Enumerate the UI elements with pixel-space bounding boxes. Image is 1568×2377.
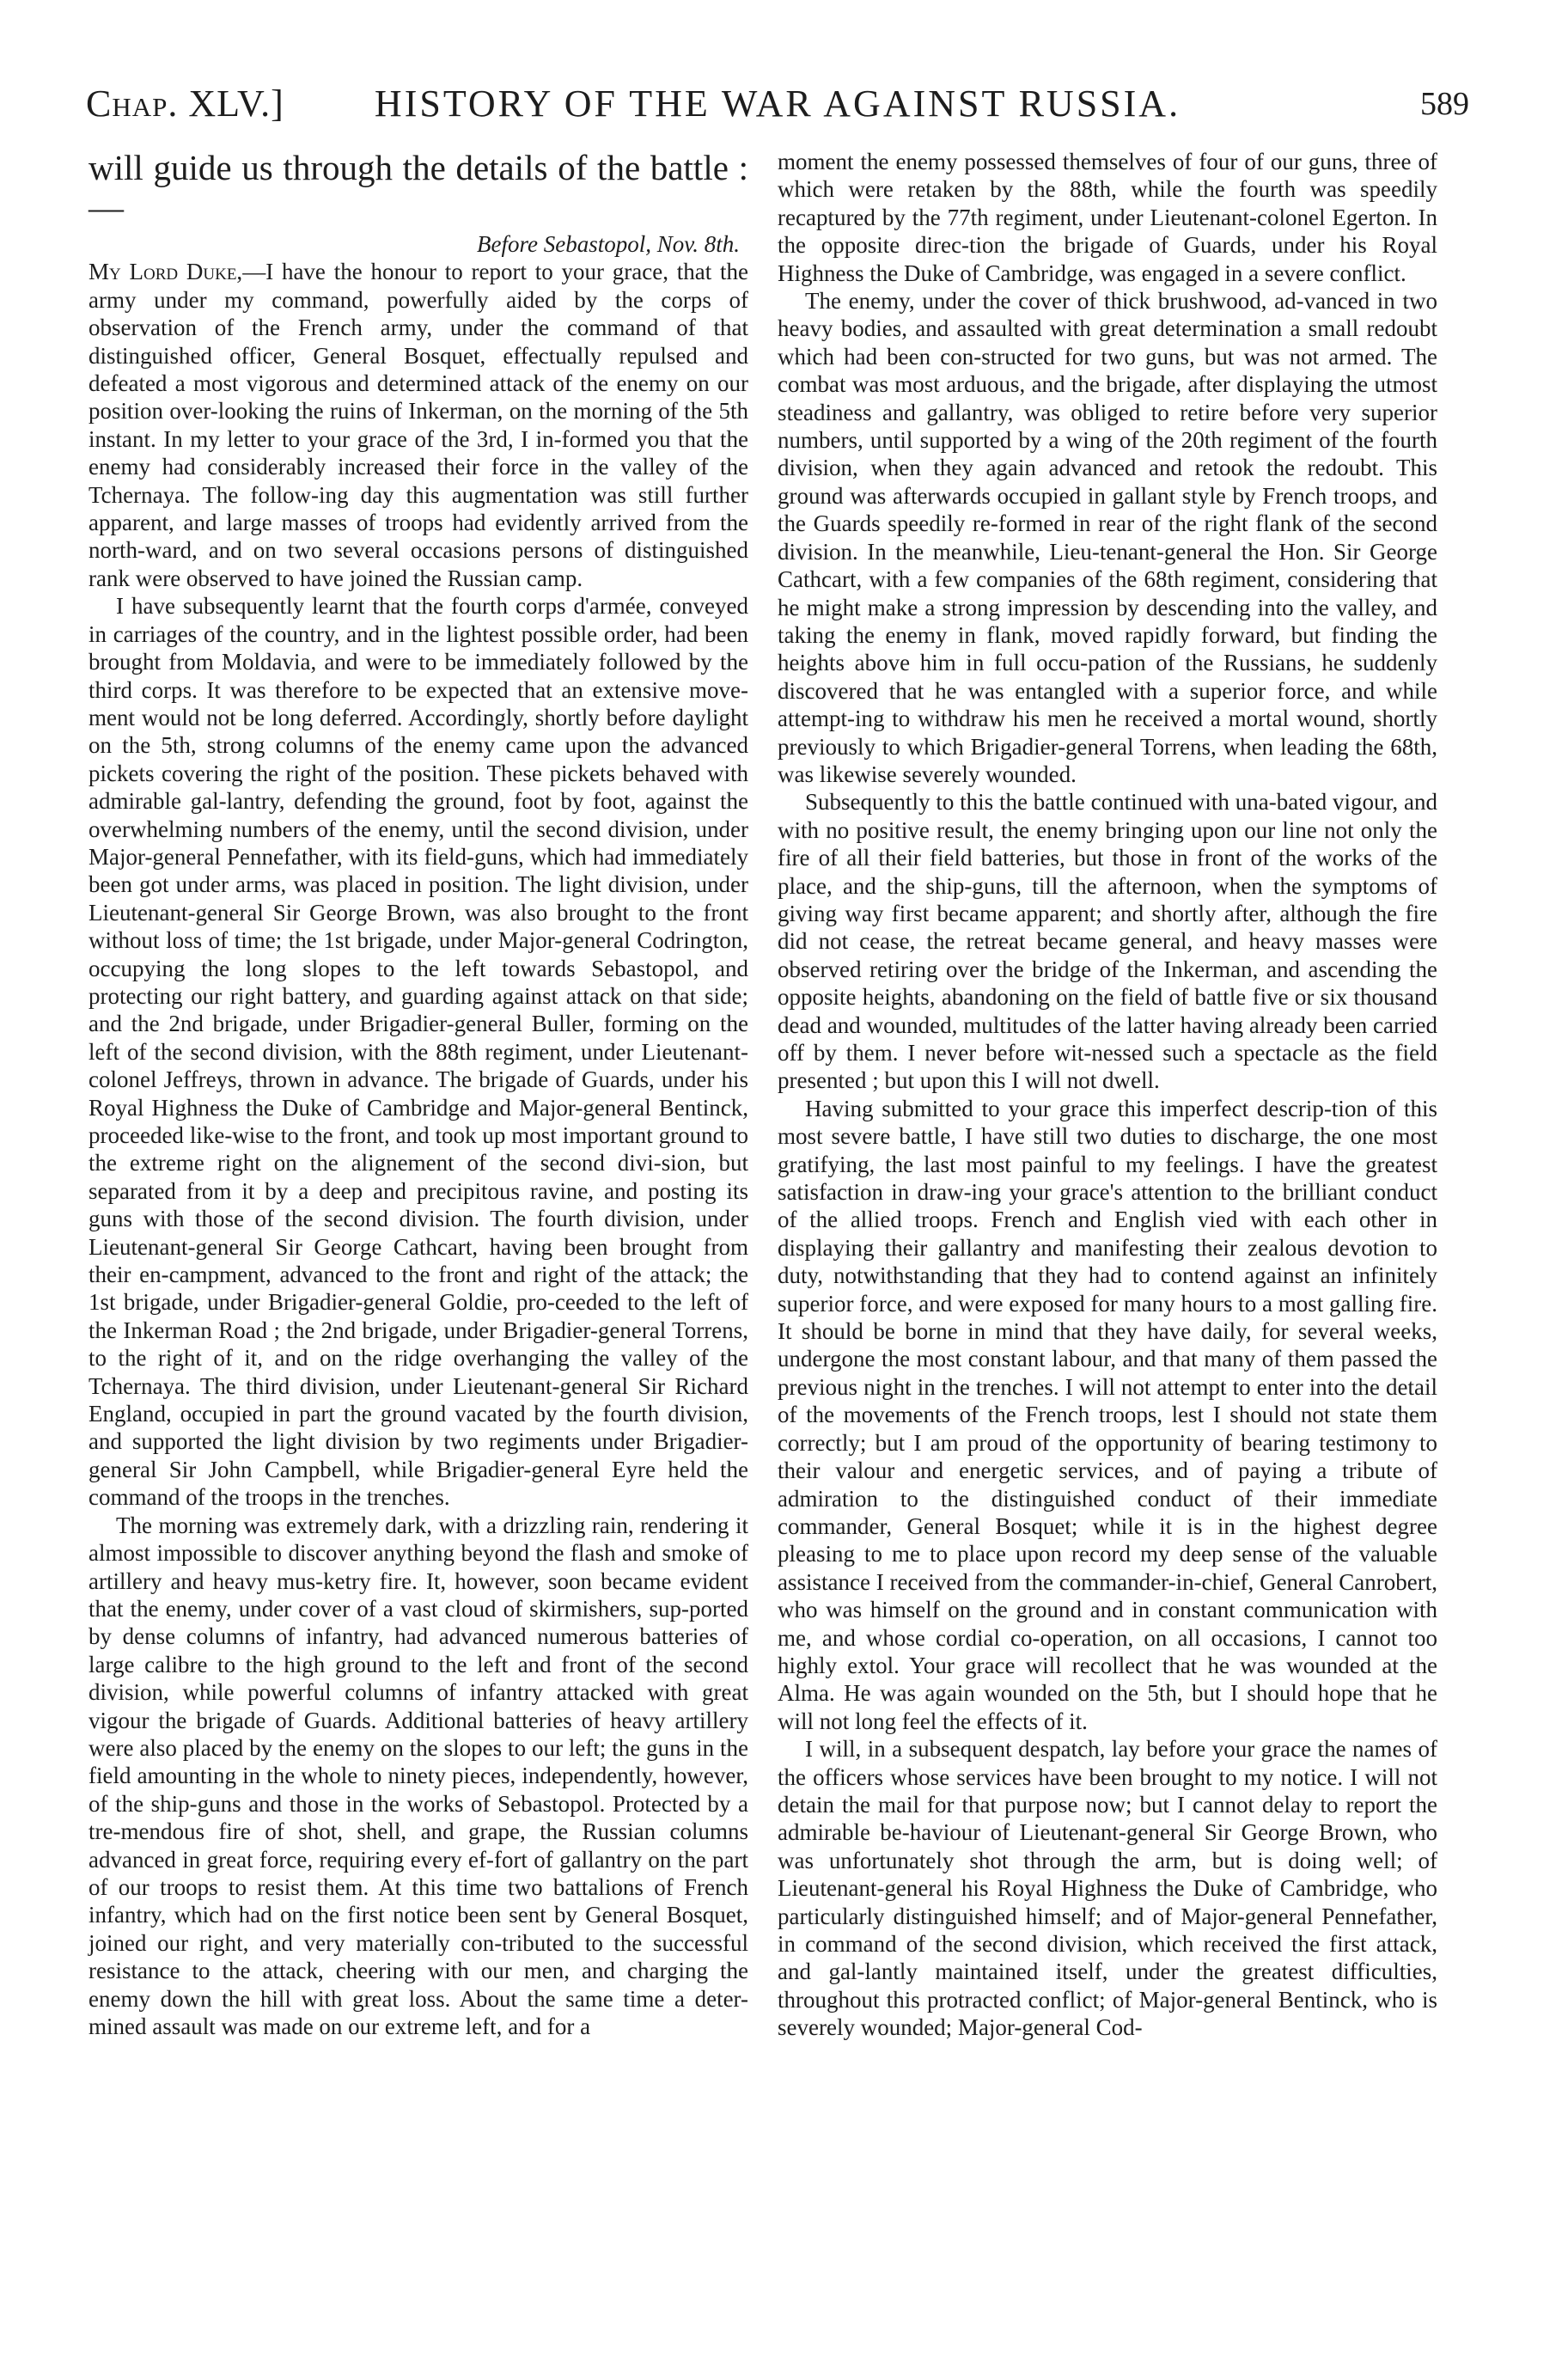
letter-salutation: My Lord Duke,	[88, 259, 243, 285]
left-column	[88, 148, 748, 2040]
running-header	[86, 82, 1469, 133]
chapter-label: Chap. XLV.]	[86, 82, 284, 125]
right-column	[778, 148, 1437, 2042]
running-title: HISTORY OF THE WAR AGAINST RUSSIA.	[374, 82, 1181, 125]
letter-paragraph-1-body: —I have the honour to report to your grace, that the army under my command, powerfully aided by the corps of observation of the French army, under the command of that distinguished officer, General Bosquet, effectually repulsed and defeated a most vigorous and determined attack of the enemy on our position over-looking the ruins of Inkerman, on the morning of the 5th instant. In my letter to your grace of the 3rd, I in-formed you that the enemy had considerably increased their force in the valley of the Tchernaya. The follow-ing day this augmentation was still further apparent, and large masses of troops had evidently arrived from the north-ward, and on two several occasions persons of distinguished rank were observed to have joined the Russian camp.	[88, 259, 748, 591]
letter-paragraph-5: Subsequently to this the battle continued with una-bated vigour, and with no positive result, the enemy bringing upon our line not only the fire of all their field batteries, but those in front of the works of the place, and the ship-guns, till the afternoon, when the symptoms of giving way first became apparent; and shortly after, although the fire did not cease, the retreat became general, and heavy masses were observed retiring over the bridge of the Inkerman, and ascending the opposite heights, abandoning on the field of battle five or six thousand dead and wounded, multitudes of the latter having already been carried off by them. I never before wit-nessed such a spectacle as the field presented ; but upon this I will not dwell.	[778, 789, 1437, 1094]
letter-paragraph-3: The morning was extremely dark, with a drizzling rain, rendering it almost impossible to discover anything beyond the flash and smoke of artillery and heavy mus-ketry fire. It, however, soon became evident that the enemy, under cover of a vast cloud of skirmishers, sup-ported by dense columns of infantry, had advanced numerous batteries of large calibre to the high ground to the left and front of the second division, while powerful columns of infantry attacked with great vigour the brigade of Guards. Additional batteries of heavy artillery were also placed by the enemy on the slopes to our left; the guns in the field amounting in the whole to ninety pieces, independently, however, of the ship-guns and those in the works of Sebastopol. Protected by a tre-mendous fire of shot, shell, and grape, the Russian columns advanced in great force, requiring every ef-fort of gallantry on the part of our troops to resist them. At this time two battalions of French infantry, which had on the first notice been sent by General Bosquet, joined our right, and very materially con-tributed to the successful resistance to the attack, cheering with our men, and charging the enemy down the hill with great loss. About the same time a deter-mined assault was made on our extreme left, and for a	[88, 1512, 748, 2039]
page-number: 589	[1420, 86, 1469, 122]
letter-dateline: Before Sebastopol, Nov. 8th.	[477, 231, 740, 257]
letter-paragraph-4: The enemy, under the cover of thick brushwood, ad-vanced in two heavy bodies, and assaulted with great determination a small redoubt which had been con-structed for two guns, but was not armed. The combat was most arduous, and the brigade, after displaying the utmost steadiness and gallantry, was obliged to retire before very superior numbers, until supported by a wing of the 20th regiment of the fourth division, when they again advanced and retook the redoubt. This ground was afterwards occupied in gallant style by French troops, and the Guards speedily re-formed in rear of the right flank of the second division. In the meanwhile, Lieu-tenant-general the Hon. Sir George Cathcart, with a few companies of the 68th regiment, considering that he might make a strong impression by descending into the valley, and taking the enemy in flank, moved rapidly forward, but finding the heights above him in full occu-pation of the Russians, he suddenly discovered that he was entangled with a superior force, and while attempt-ing to withdraw his men he received a mortal wound, shortly previously to which Brigadier-general Torrens, when leading the 68th, was likewise severely wounded.	[778, 288, 1437, 787]
letter-paragraph-continued: moment the enemy possessed themselves of four of our guns, three of which were retaken by the 88th, while the fourth was speedily recaptured by the 77th regiment, under Lieutenant-colonel Egerton. In the opposite direc-tion the brigade of Guards, under his Royal Highness the Duke of Cambridge, was engaged in a severe conflict.	[778, 149, 1437, 286]
letter-paragraph-6: Having submitted to your grace this imperfect descrip-tion of this most severe battle, I have still two duties to discharge, the one most gratifying, the last most painful to my feelings. I have the greatest satisfaction in draw-ing your grace's attention to the brilliant conduct of the allied troops. French and English vied with each other in displaying their gallantry and manifesting their zealous devotion to duty, notwithstanding that they had to contend against an infinitely superior force, and were exposed for many hours to a most galling fire. It should be borne in mind that they have daily, for several weeks, undergone the most constant labour, and that many of them passed the previous night in the trenches. I will not attempt to enter into the detail of the movements of the French troops, lest I should not state them correctly; but I am proud of the opportunity of bearing testimony to their valour and energetic services, and of paying a tribute of admiration to the distinguished conduct of their immediate commander, General Bosquet; while it is in the highest degree pleasing to me to place upon record my deep sense of the valuable assistance I received from the commander-in-chief, General Canrobert, who was himself on the ground and in constant communication with me, and whose cordial co-operation, on all occasions, I cannot too highly extol. Your grace will recollect that he was wounded at the Alma. He was again wounded on the 5th, but I should hope that he will not long feel the effects of it.	[778, 1095, 1437, 1734]
lead-text: will guide us through the details of the battle : —	[88, 148, 748, 227]
letter-paragraph-1	[88, 258, 748, 592]
letter-paragraph-2: I have subsequently learnt that the fourth corps d'armée, conveyed in carriages of the country, and in the lightest possible order, had been brought from Moldavia, and were to be immediately followed by the third corps. It was therefore to be expected that an extensive move-ment would not be long deferred. Accordingly, shortly before daylight on the 5th, strong columns of the enemy came upon the advanced pickets covering the right of the position. These pickets behaved with admirable gal-lantry, defending the ground, foot by foot, against the overwhelming numbers of the enemy, until the second division, under Major-general Pennefather, with its field-guns, which had immediately been got under arms, was placed in position. The light division, under Lieutenant-general Sir George Brown, was also brought to the front without loss of time; the 1st brigade, under Major-general Codrington, occupying the long slopes to the left towards Sebastopol, and protecting our right battery, and guarding against attack on that side; and the 2nd brigade, under Brigadier-general Buller, forming on the left of the second division, with the 88th regiment, under Lieutenant-colonel Jeffreys, thrown in advance. The brigade of Guards, under his Royal Highness the Duke of Cambridge and Major-general Bentinck, proceeded like-wise to the front, and took up most important ground to the extreme right on the alignement of the second divi-sion, but separated from it by a deep and precipitous ravine, and posting its guns with those of the second division. The fourth division, under Lieutenant-general Sir George Cathcart, having been brought from their en-campment, advanced to the front and right of the attack; the 1st brigade, under Brigadier-general Goldie, pro-ceeded to the left of the Inkerman Road ; the 2nd brigade, under Brigadier-general Torrens, to the right of it, and on the ridge overhanging the valley of the Tchernaya. The third division, under Lieutenant-general Sir Richard England, occupied in part the ground vacated by the fourth division, and supported the light division by two regiments under Brigadier-general Sir John Campbell, while Brigadier-general Eyre held the command of the troops in the trenches.	[88, 593, 748, 1511]
letter-paragraph-7: I will, in a subsequent despatch, lay before your grace the names of the officers whose services have been brought to my notice. I will not detain the mail for that purpose now; but I cannot delay to report the admirable be-haviour of Lieutenant-general Sir George Brown, who was unfortunately shot through the arm, but is doing well; of Lieutenant-general his Royal Highness the Duke of Cambridge, who particularly distinguished himself; and of Major-general Pennefather, in command of the second division, which received the first attack, and gal-lantly maintained itself, under the greatest difficulties, throughout this protracted conflict; of Major-general Bentinck, who is severely wounded; Major-general Cod-	[778, 1736, 1437, 2041]
